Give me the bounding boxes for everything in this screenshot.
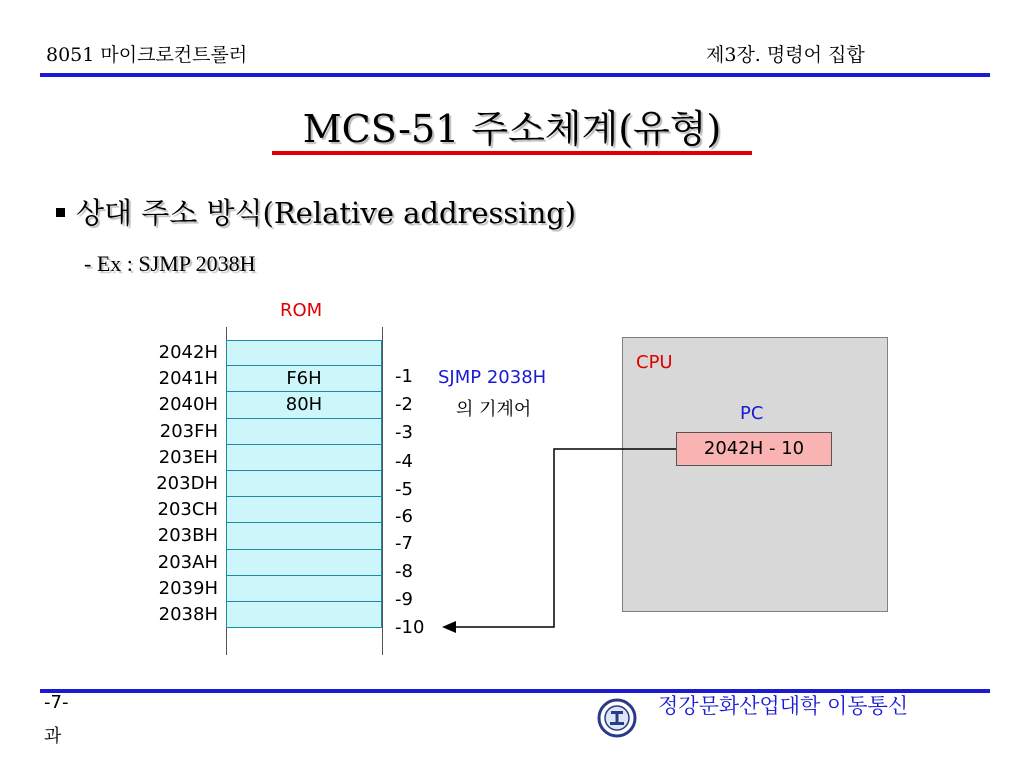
slide-title: MCS-51 주소체계(유형) [302, 107, 722, 151]
rom-cell: 80H [226, 392, 382, 418]
rom-address: 2040H [158, 394, 218, 416]
rom-address: 203DH [156, 472, 218, 494]
rom-address: 2039H [158, 577, 218, 599]
rom-address: 2041H [158, 368, 218, 390]
offset-label: -1 [395, 366, 413, 387]
rom-cell: F6H [226, 366, 382, 392]
rom-label: ROM [280, 300, 323, 321]
offset-label: -5 [395, 479, 413, 500]
rom-address: 2042H [158, 342, 218, 363]
instruction-annotation: SJMP 2038H [438, 367, 547, 388]
offset-label: -7 [395, 533, 413, 554]
rom-address: 203BH [157, 525, 218, 547]
arrowhead-icon [442, 621, 456, 633]
offset-label: -3 [395, 422, 413, 443]
jump-arrow-line [456, 449, 676, 627]
section-heading: 상대 주소 방식(Relative addressing) [76, 196, 577, 230]
footer-fragment: 과 [44, 726, 62, 747]
rom-address: 203FH [159, 420, 218, 442]
page-number: -7- [44, 692, 69, 713]
cpu-label: CPU [636, 352, 673, 373]
college-logo-icon [597, 698, 637, 738]
offset-label: -2 [395, 394, 413, 415]
machine-code-annotation: 의 기계어 [456, 399, 532, 420]
offset-label: -8 [395, 561, 413, 582]
footer-department: 정강문화산업대학 이동통신 [658, 694, 909, 718]
example-line: - Ex : SJMP 2038H [84, 251, 256, 276]
header-chapter-title: 제3장. 명령어 집합 [706, 44, 865, 66]
rom-address: 203EH [158, 446, 218, 468]
pc-label: PC [740, 403, 764, 424]
rom-address: 2038H [158, 603, 218, 625]
offset-label: -9 [395, 589, 413, 610]
offset-label: -10 [395, 617, 425, 638]
pc-register-box: 2042H - 10 [676, 432, 832, 466]
offset-label: -6 [395, 506, 413, 527]
header-course-title: 8051 마이크로컨트롤러 [46, 44, 248, 66]
offset-label: -4 [395, 451, 413, 472]
rom-address: 203CH [157, 499, 218, 521]
rom-address: 203AH [157, 551, 218, 573]
